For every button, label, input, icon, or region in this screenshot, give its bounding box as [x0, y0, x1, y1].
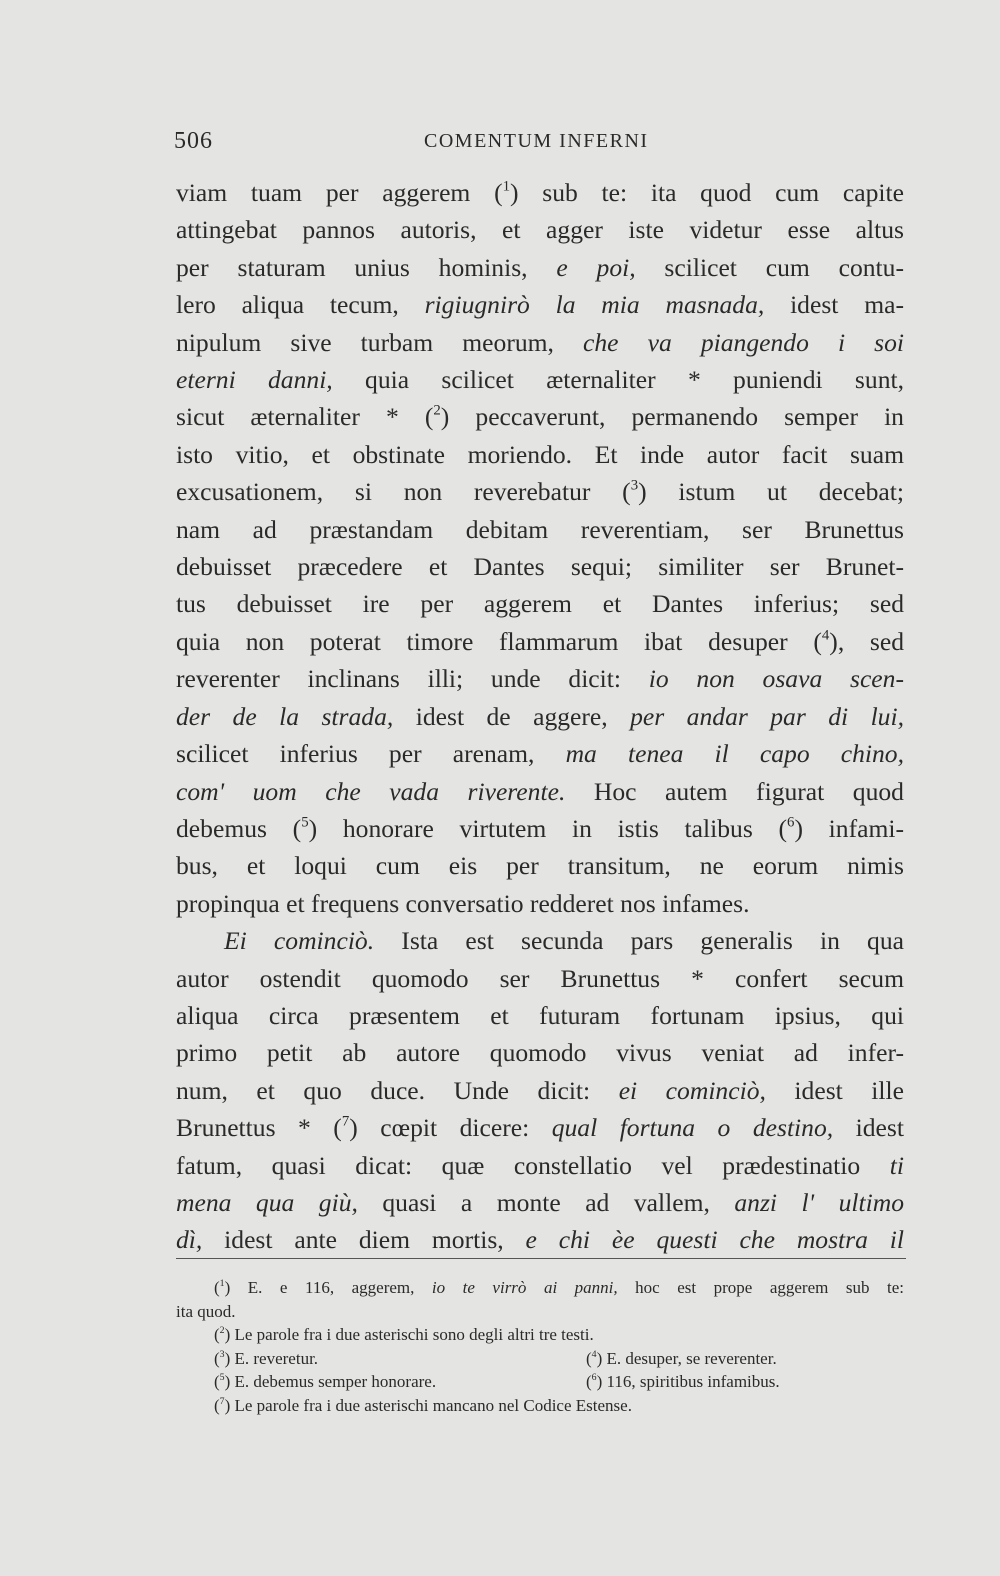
- text-segment: ) E. e 116, aggerem,: [224, 1278, 432, 1297]
- text-line: attingebat pannos autoris, et agger iste videtur esse altus: [176, 215, 904, 245]
- text-line: [176, 623, 904, 660]
- text-segment: ) istum ut decebat;: [638, 477, 904, 507]
- text-segment: ) cœpit dicere:: [349, 1113, 552, 1143]
- text-segment: ) E. debemus semper honorare.: [224, 1372, 437, 1392]
- page-number: 506: [174, 128, 213, 154]
- italic-quote: ma tenea il capo chino,: [565, 739, 904, 769]
- footnote-ref: 2: [433, 403, 441, 420]
- footnote-row-5-6: [176, 1370, 904, 1394]
- text-segment: excusationem, si non reverebatur (: [176, 477, 631, 507]
- footnote-ref: 5: [301, 814, 309, 831]
- italic-quote: rigiugnirò la mia masnada,: [424, 290, 765, 320]
- text-line: [176, 1072, 904, 1109]
- text-segment: idest de aggere,: [393, 701, 631, 731]
- text-segment: quia scilicet æternaliter * puniendi sunt,: [332, 365, 904, 395]
- text-line: [176, 398, 904, 435]
- footnote-number: 1: [219, 1278, 225, 1290]
- text-segment: (: [586, 1348, 592, 1368]
- footnotes: [176, 1276, 904, 1418]
- text-line: [176, 1184, 904, 1221]
- footnote-7: [176, 1394, 904, 1418]
- footnote-ref: 1: [502, 178, 511, 195]
- main-text: [176, 174, 904, 1259]
- text-segment: idest ma-: [764, 290, 904, 320]
- text-line: [176, 1109, 904, 1146]
- footnote-ref: 4: [821, 627, 830, 644]
- text-segment: ), sed: [829, 626, 904, 656]
- text-line: [176, 660, 904, 697]
- text-segment: per staturam unius hominis,: [176, 252, 557, 282]
- text-segment: idest ante diem mortis,: [202, 1225, 526, 1255]
- italic-quote: eterni danni,: [176, 365, 333, 395]
- italic-quote: e poi,: [556, 252, 636, 282]
- footnote-number: 4: [591, 1348, 597, 1360]
- italic-quote: e chi èe questi che mostra il: [525, 1225, 905, 1255]
- italic-quote: dì,: [176, 1225, 203, 1255]
- text-segment: ) infami-: [794, 813, 904, 843]
- text-line: tus debuisset ire per aggerem et Dantes inferius; sed: [176, 589, 904, 619]
- text-segment: sicut æternaliter * (: [176, 402, 434, 432]
- italic-quote: Ei cominciò.: [224, 926, 375, 956]
- footnote-4: [586, 1349, 777, 1368]
- footnote-5: [214, 1370, 586, 1394]
- text-line: [176, 324, 904, 361]
- footnote-2: [176, 1323, 904, 1347]
- text-segment: idest ille: [765, 1075, 904, 1105]
- footnote-3: [214, 1347, 586, 1371]
- text-line: [176, 473, 904, 510]
- italic-quote: ei cominciò,: [618, 1075, 766, 1105]
- text-line: propinqua et frequens conversatio redderet nos infames.: [176, 888, 750, 918]
- text-segment: scilicet cum contu-: [635, 252, 904, 282]
- text-segment: Ista est secunda pars generalis in qua: [374, 926, 905, 956]
- text-line: bus, et loqui cum eis per transitum, ne eorum nimis: [176, 851, 904, 881]
- footnote-number: 6: [591, 1372, 597, 1384]
- text-segment: (: [214, 1395, 220, 1415]
- text-line: [176, 735, 904, 772]
- text-line: [176, 1221, 904, 1258]
- text-line: [176, 174, 904, 211]
- italic-quote: com' uom che vada riverente.: [176, 776, 566, 806]
- text-segment: (: [214, 1325, 220, 1345]
- text-segment: ) E. desuper, se reverenter.: [596, 1348, 777, 1368]
- text-line: [176, 810, 904, 847]
- text-line: debuisset præcedere et Dantes sequi; similiter ser Brunet-: [176, 552, 904, 582]
- text-line: [176, 249, 904, 286]
- text-segment: scilicet inferius per arenam,: [176, 739, 566, 769]
- text-line: primo petit ab autore quomodo vivus veniat ad infer-: [176, 1038, 904, 1068]
- text-segment: lero aliqua tecum,: [176, 290, 425, 320]
- footnote-number: 5: [219, 1372, 225, 1384]
- footnote-1: [176, 1276, 904, 1300]
- text-segment: ) honorare virtutem in istis talibus (: [308, 813, 788, 843]
- text-segment: num, et quo duce. Unde dicit:: [176, 1075, 619, 1105]
- italic-quote: qual fortuna o destino,: [551, 1113, 834, 1143]
- text-line: [176, 1147, 904, 1184]
- text-segment: (: [214, 1348, 220, 1368]
- italic-quote: che va piangendo i soi: [583, 327, 904, 357]
- text-segment: ) 116, spiritibus infamibus.: [596, 1372, 780, 1392]
- italic-quote: der de la strada,: [176, 701, 394, 731]
- italic-quote: io non osava scen-: [648, 664, 904, 694]
- footnote-6: [586, 1372, 780, 1391]
- italic-quote: ti: [889, 1150, 904, 1180]
- footnote-number: 2: [219, 1325, 225, 1337]
- text-line: isto vitio, et obstinate moriendo. Et inde autor facit suam: [176, 439, 904, 469]
- text-segment: quasi a monte ad vallem,: [357, 1187, 735, 1217]
- text-segment: (: [214, 1372, 220, 1392]
- text-segment: ) Le parole fra i due asterischi sono degli altri tre testi.: [224, 1325, 594, 1345]
- footnote-ref: 6: [787, 814, 795, 831]
- footnote-number: 7: [219, 1396, 225, 1408]
- footnote-1-continued: ita quod.: [176, 1301, 236, 1321]
- text-line: [176, 698, 904, 735]
- text-line: [176, 361, 904, 398]
- text-segment: reverenter inclinans illi; unde dicit:: [176, 664, 649, 694]
- italic-quote: io te virrò ai panni,: [431, 1278, 618, 1297]
- page-header: [174, 128, 904, 160]
- text-segment: nipulum sive turbam meorum,: [176, 327, 584, 357]
- italic-quote: mena qua giù,: [176, 1187, 358, 1217]
- text-segment: Hoc autem figurat quod: [565, 776, 904, 806]
- text-segment: ) peccaverunt, permanendo semper in: [440, 402, 904, 432]
- text-line: [176, 922, 904, 959]
- text-segment: ) sub te: ita quod cum capite: [510, 178, 905, 207]
- text-line: [176, 773, 904, 810]
- text-segment: idest: [833, 1113, 904, 1143]
- text-segment: (: [586, 1372, 592, 1392]
- text-segment: (: [214, 1278, 220, 1297]
- footnote-number: 3: [219, 1348, 225, 1360]
- footnote-divider: [176, 1258, 906, 1259]
- text-segment: fatum, quasi dicat: quæ constellatio vel prædestinatio: [176, 1150, 890, 1180]
- text-line: [176, 286, 904, 323]
- text-segment: ) E. reveretur.: [224, 1348, 319, 1368]
- italic-quote: anzi l' ultimo: [734, 1187, 904, 1217]
- text-segment: debemus (: [176, 813, 302, 843]
- text-segment: ) Le parole fra i due asterischi mancano nel Codice Estense.: [224, 1395, 632, 1415]
- text-segment: viam tuam per aggerem (: [176, 178, 503, 207]
- text-segment: hoc est prope aggerem sub te:: [617, 1278, 905, 1297]
- italic-quote: per andar par di lui,: [630, 701, 904, 731]
- text-line: aliqua circa præsentem et futuram fortunam ipsius, qui: [176, 1000, 904, 1030]
- footnote-row-3-4: [176, 1347, 904, 1371]
- text-segment: Brunettus * (: [176, 1113, 342, 1143]
- running-title: COMENTUM INFERNI: [424, 130, 649, 152]
- text-segment: quia non poterat timore flammarum ibat desuper (: [176, 626, 822, 656]
- footnote-ref: 3: [630, 477, 639, 494]
- text-line: nam ad præstandam debitam reverentiam, ser Brunettus: [176, 514, 904, 544]
- text-line: autor ostendit quomodo ser Brunettus * confert secum: [176, 963, 904, 993]
- footnote-ref: 7: [341, 1113, 350, 1130]
